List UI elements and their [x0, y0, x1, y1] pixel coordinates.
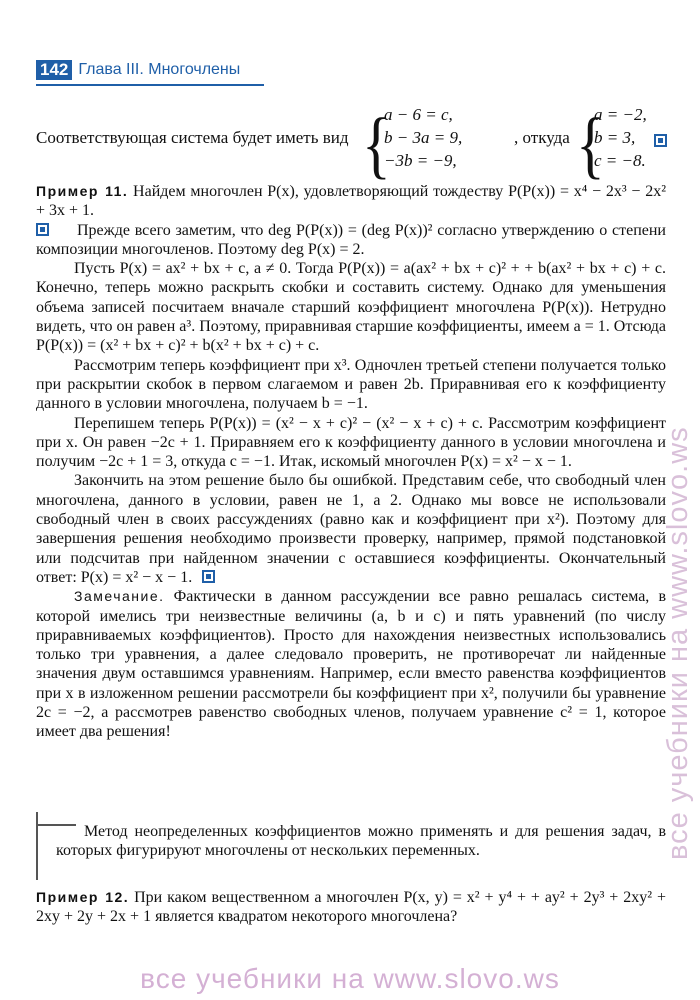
example-11 — [36, 182, 666, 742]
square-marker-icon — [202, 570, 215, 583]
chapter-title: Глава III. Многочлены — [78, 61, 241, 78]
left-brace: { — [362, 103, 391, 186]
left-eq-2: b − 3a = 9, — [384, 128, 463, 147]
right-eq-2: b = 3, — [594, 128, 636, 147]
square-marker-icon — [36, 223, 49, 236]
example-11-text: Найдем многочлен P(x), удовлетворяющий тождеству P(P(x)) = x⁴ − 2x³ − 2x² + 3x + 1. — [36, 183, 667, 220]
system-connector: , откуда — [514, 128, 570, 147]
remark-label: Замечание. — [74, 588, 165, 605]
example-12 — [36, 888, 666, 927]
right-eq-1: a = −2, — [594, 105, 647, 124]
example-12-text: При каком вещественном a многочлен P(x, y) = x² + y⁴ + + ay² + 2y³ + 2xy² + 2xy + 2y + 2x + 1 является квадратом некоторого многочлена? — [36, 889, 666, 926]
example-11-p5 — [36, 471, 666, 587]
left-system — [384, 103, 462, 172]
left-eq-3: −3b = −9, — [384, 151, 457, 170]
right-eq-3: c = −8. — [594, 151, 646, 170]
remark-text: Фактически в данном рассуждении все равно решалась система, в которой имелись три неизвестные величины (a, b и c) и пять уравнений (по числу приравниваемых коэффициентов). Просто для нахождения неизвестных использовались только три уравнения, а далее следовало проверить, не противоречат ли найденные значения двум оставшимся уравнениям. Например, если вместо равенства коэффициентов при x в изложенном решении рассмотрели бы коэффициент при x², получили бы уравнение 2c = −2, а рассмотрев равенство свободных членов, получаем уравнение c² = 1, которое имеет два решения! — [36, 588, 667, 741]
example-11-p5-text: Закончить на этом решение было бы ошибкой. Представим себе, что свободный член многочлена, данного в условии, равен не 1, а 2. Однако мы вовсе не использовали свободный член в своих рассуждениях (равно как и коэффициент при x²). Поэтому для завершения решения необходимо произвести проверку, например, прямой подстановкой или подсчитав при найденном значении c оставшиеся коэффициенты. Окончательный ответ: P(x) = x² − x − 1. — [36, 472, 666, 586]
page-number: 142 — [36, 60, 72, 80]
example-11-p3: Рассмотрим теперь коэффициент при x³. Одночлен третьей степени получается только при раскрытии скобок в первом слагаемом и равен 2b. Приравнивая его к коэффициенту данного в условии многочлена, получаем b = −1. — [36, 356, 666, 413]
system-lead-text: Соответствующая система будет иметь вид — [36, 128, 349, 147]
header-rule — [36, 84, 264, 86]
note-vertical-rule — [36, 812, 38, 880]
remark — [36, 587, 666, 741]
example-11-p2: Пусть P(x) = ax² + bx + c, a ≠ 0. Тогда P(P(x)) = a(ax² + bx + c)² + + b(ax² + bx + c) + c. Конечно, теперь можно раскрыть скобки и составить систему. Однако для уменьшения объема записей посчитаем вначале старший коэффициент многочлена P(P(x)). Нетрудно видеть, что он равен a³. Поэтому, приравнивая старшие коэффициенты, имеем a = 1. Отсюда P(P(x)) = (x² + bx + c)² + b(x² + bx + c) + c. — [36, 260, 666, 355]
side-watermark: все учебники на www.slovo.ws — [662, 426, 694, 860]
bottom-watermark: все учебники на www.slovo.ws — [140, 963, 560, 994]
method-note: Метод неопределенных коэффициентов можно применять и для решения задач, в которых фигурируют многочлены от нескольких переменных. — [56, 823, 666, 860]
page-header — [36, 58, 240, 82]
equation-system — [36, 103, 676, 186]
example-11-label: Пример 11. — [36, 183, 129, 199]
left-eq-1: a − 6 = c, — [384, 105, 453, 124]
example-12-label: Пример 12. — [36, 889, 130, 905]
example-11-p1 — [36, 221, 666, 260]
example-11-statement — [36, 182, 666, 221]
method-note-box — [36, 808, 666, 882]
example-11-p4: Перепишем теперь P(P(x)) = (x² − x + c)² − (x² − x + c) + c. Рассмотрим коэффициент при x. Он равен −2c + 1. Приравняем его к коэффициенту данного в условии многочлена и получим −2c + 1 = 3, откуда c = −1. Итак, искомый многочлен P(x) = x² − x − 1. — [36, 414, 666, 471]
right-system — [594, 103, 647, 172]
example-11-p1-text: Прежде всего заметим, что deg P(P(x)) = (deg P(x))² согласно утверждению о степени композиции многочленов. Поэтому deg P(x) = 2. — [36, 221, 666, 258]
right-brace: { — [576, 103, 605, 186]
